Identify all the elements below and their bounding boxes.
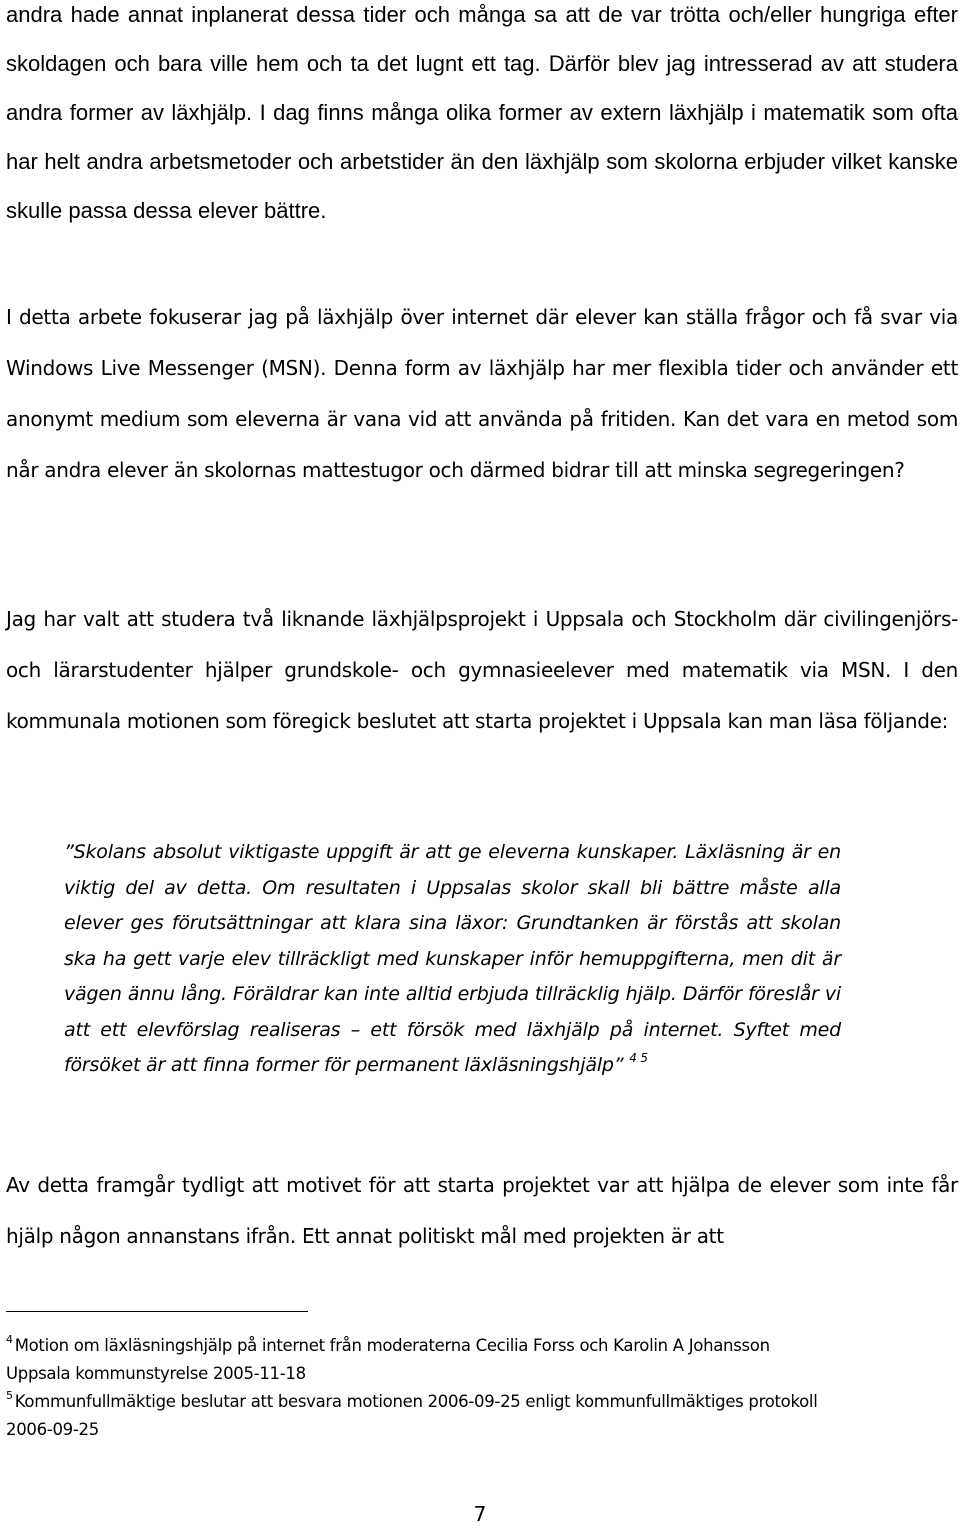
footnote-separator	[6, 1311, 308, 1312]
body-paragraph: I detta arbete fokuserar jag på läxhjälp över internet där elever kan ställa frågor och få svar via Windows Live Messenger (MSN). Denna form av läxhjälp har mer flexibla tider och använder ett anonymt medium som eleverna är vana vid att använda på fritiden. Kan det vara en metod som når andra elever än skolornas mattestugor och därmed bidrar till att minska segregeringen?	[6, 305, 958, 482]
quote-text: ”Skolans absolut viktigaste uppgift är att ge eleverna kunskaper. Läxläsning är en viktig del av detta. Om resultaten i Uppsalas skolor skall bli bättre måste alla elever ges förutsättningar att klara sina läxor: Grundtanken är förstås att skolan ska ha gett varje elev tillräckligt med kunskaper inför hemuppgifterna, men dit är vägen ännu lång. Föräldrar kan inte alltid erbjuda tillräcklig hjälp. Därför föreslår vi att ett elevförslag realiseras – ett försök med läxhjälp på internet. Syftet med försöket är att finna former för permanent läxläsningshjälp”	[64, 841, 841, 1076]
footnote	[6, 1388, 956, 1444]
footnote	[6, 1332, 956, 1388]
page-number: 7	[473, 1502, 487, 1526]
footnote-text: 2006-09-25	[6, 1420, 99, 1439]
footnote-mark: 4	[6, 1333, 13, 1346]
block-quote	[64, 835, 841, 1084]
body-paragraph: Av detta framgår tydligt att motivet för att starta projektet var att hjälpa de elever som inte får hjälp någon annanstans ifrån. Ett annat politiskt mål med projekten är att	[6, 1173, 958, 1248]
footnote-text: Uppsala kommunstyrelse 2005-11-18	[6, 1364, 306, 1383]
footnote-mark: 5	[6, 1389, 13, 1402]
body-paragraph: andra hade annat inplanerat dessa tider och många sa att de var trötta och/eller hungriga efter skoldagen och bara ville hem och ta det lugnt ett tag. Därför blev jag intresserad av att studera andra former av läxhjälp. I dag finns många olika former av extern läxhjälp i matematik som ofta har helt andra arbetsmetoder och arbetstider än den läxhjälp som skolorna erbjuder vilket kanske skulle passa dessa elever bättre.	[6, 2, 958, 223]
body-paragraph: Jag har valt att studera två liknande läxhjälpsprojekt i Uppsala och Stockholm där civilingenjörs- och lärarstudenter hjälper grundskole- och gymnasieelever med matematik via MSN. I den kommunala motionen som föregick beslutet att starta projektet i Uppsala kan man läsa följande:	[6, 607, 958, 733]
footnote-text: Motion om läxläsningshjälp på internet från moderaterna Cecilia Forss och Karolin A Johansson	[14, 1336, 770, 1355]
footnote-reference: 4 5	[629, 1051, 648, 1065]
footnote-text: Kommunfullmäktige beslutar att besvara motionen 2006-09-25 enligt kommunfullmäktiges protokoll	[14, 1392, 818, 1411]
footnotes	[6, 1332, 956, 1444]
